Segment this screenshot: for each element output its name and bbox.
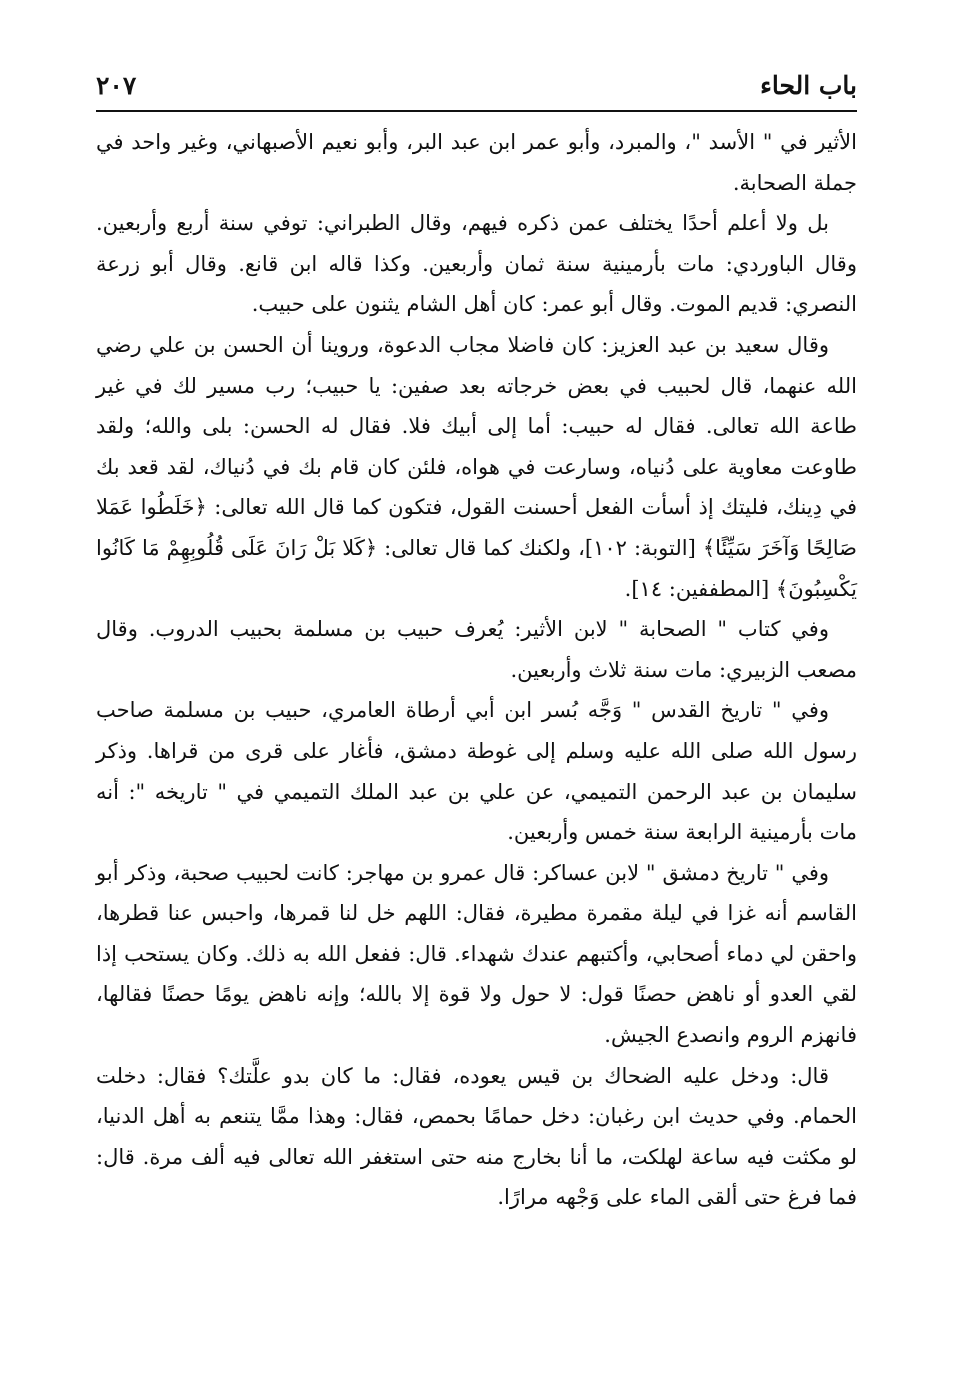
paragraph: وفي " تاريخ دمشق " لابن عساكر: قال عمرو بن مهاجر: كانت لحبيب صحبة، وذكر أبو القاسم أنه غزا في ليلة مقمرة مطيرة، فقال: اللهم خل لنا قمرها، واحبس عنا قطرها، واحقن لي دماء أصحابي، وأكتبهم عندك شهداء. قال: ففعل الله به ذلك. وكان يستحب إذا لقي العدو أو ناهض حصنًا قول: لا حول ولا قوة إلا بالله؛ وإنه ناهض يومًا حصنًا فقالها، فانهزم الروم وانصدع الجيش. — [96, 860, 857, 1048]
page-number: ٢٠٧ — [96, 71, 137, 100]
page-body — [96, 122, 857, 1218]
paragraph: بل ولا أعلم أحدًا يختلف عمن ذكره فيهم، وقال الطبراني: توفي سنة أربع وأربعين. وقال الباوردي: مات بأرمينية سنة ثمان وأربعين. وكذا قاله ابن قانع. وقال أبو زرعة النصري: قديم الموت. وقال أبو عمر: كان أهل الشام يثنون على حبيب. — [96, 211, 857, 317]
header-divider — [96, 110, 857, 112]
paragraph: الأثير في " الأسد "، والمبرد، وأبو عمر ابن عبد البر، وأبو نعيم الأصبهاني، وغير واحد في جملة الصحابة. — [96, 130, 857, 195]
paragraph: وفي كتاب " الصحابة " لابن الأثير: يُعرف حبيب بن مسلمة بحبيب الدروب. وقال مصعب الزبيري: مات سنة ثلاث وأربعين. — [96, 617, 857, 682]
chapter-title: باب الحاء — [760, 71, 857, 100]
page-header — [96, 62, 857, 106]
paragraph: وفي " تاريخ القدس " وَجَّه بُسر ابن أبي أرطاة العامري، حبيب بن مسلمة صاحب رسول الله صلى الله عليه وسلم إلى غوطة دمشق، فأغار على قرى من قراها. وذكر سليمان بن عبد الرحمن التميمي، عن علي بن عبد الملك التميمي في " تاريخه ": أنه مات بأرمينية الرابعة سنة خمس وأربعين. — [96, 698, 857, 845]
paragraph: قال: ودخل عليه الضحاك بن قيس يعوده، فقال: ما كان بدو علَّتك؟ فقال: دخلت الحمام. وفي حديث ابن رغبان: دخل حمامًا بحمص، فقال: وهذا ممَّا يتنعم به أهل الدنيا، لو مكثت فيه ساعة لهلكت، ما أنا بخارج منه حتى استغفر الله تعالى فيه ألف مرة. قال: فما فرغ حتى ألقى الماء على وَجْهه مرارًا. — [96, 1063, 857, 1210]
paragraph: وقال سعيد بن عبد العزيز: كان فاضلا مجاب الدعوة، وروينا أن الحسن بن علي رضي الله عنهما، قال لحبيب في بعض خرجاته بعد صفين: يا حبيب؛ رب مسير لك في غير طاعة الله تعالى. فقال له حبيب: أما إلى أبيك فلا. فقال له الحسن: بلى والله؛ ولقد طاوعت معاوية على دُنياه، وسارعت في هواه، فلئن كان قام بك في دُنياك، لقد قعد بك في دِينك، فليتك إذ أسأت الفعل أحسنت القول، فتكون كما قال الله تعالى: ﴿خَلَطُوا عَمَلا صَالِحًا وَآخَرَ سَيِّئًا﴾ [التوبة: ١٠٢]، ولكنك كما قال تعالى: ﴿كَلا بَلْ رَانَ عَلَى قُلُوبِهِمْ مَا كَانُوا يَكْسِبُونَ﴾ [المطففين: ١٤]. — [96, 332, 858, 601]
